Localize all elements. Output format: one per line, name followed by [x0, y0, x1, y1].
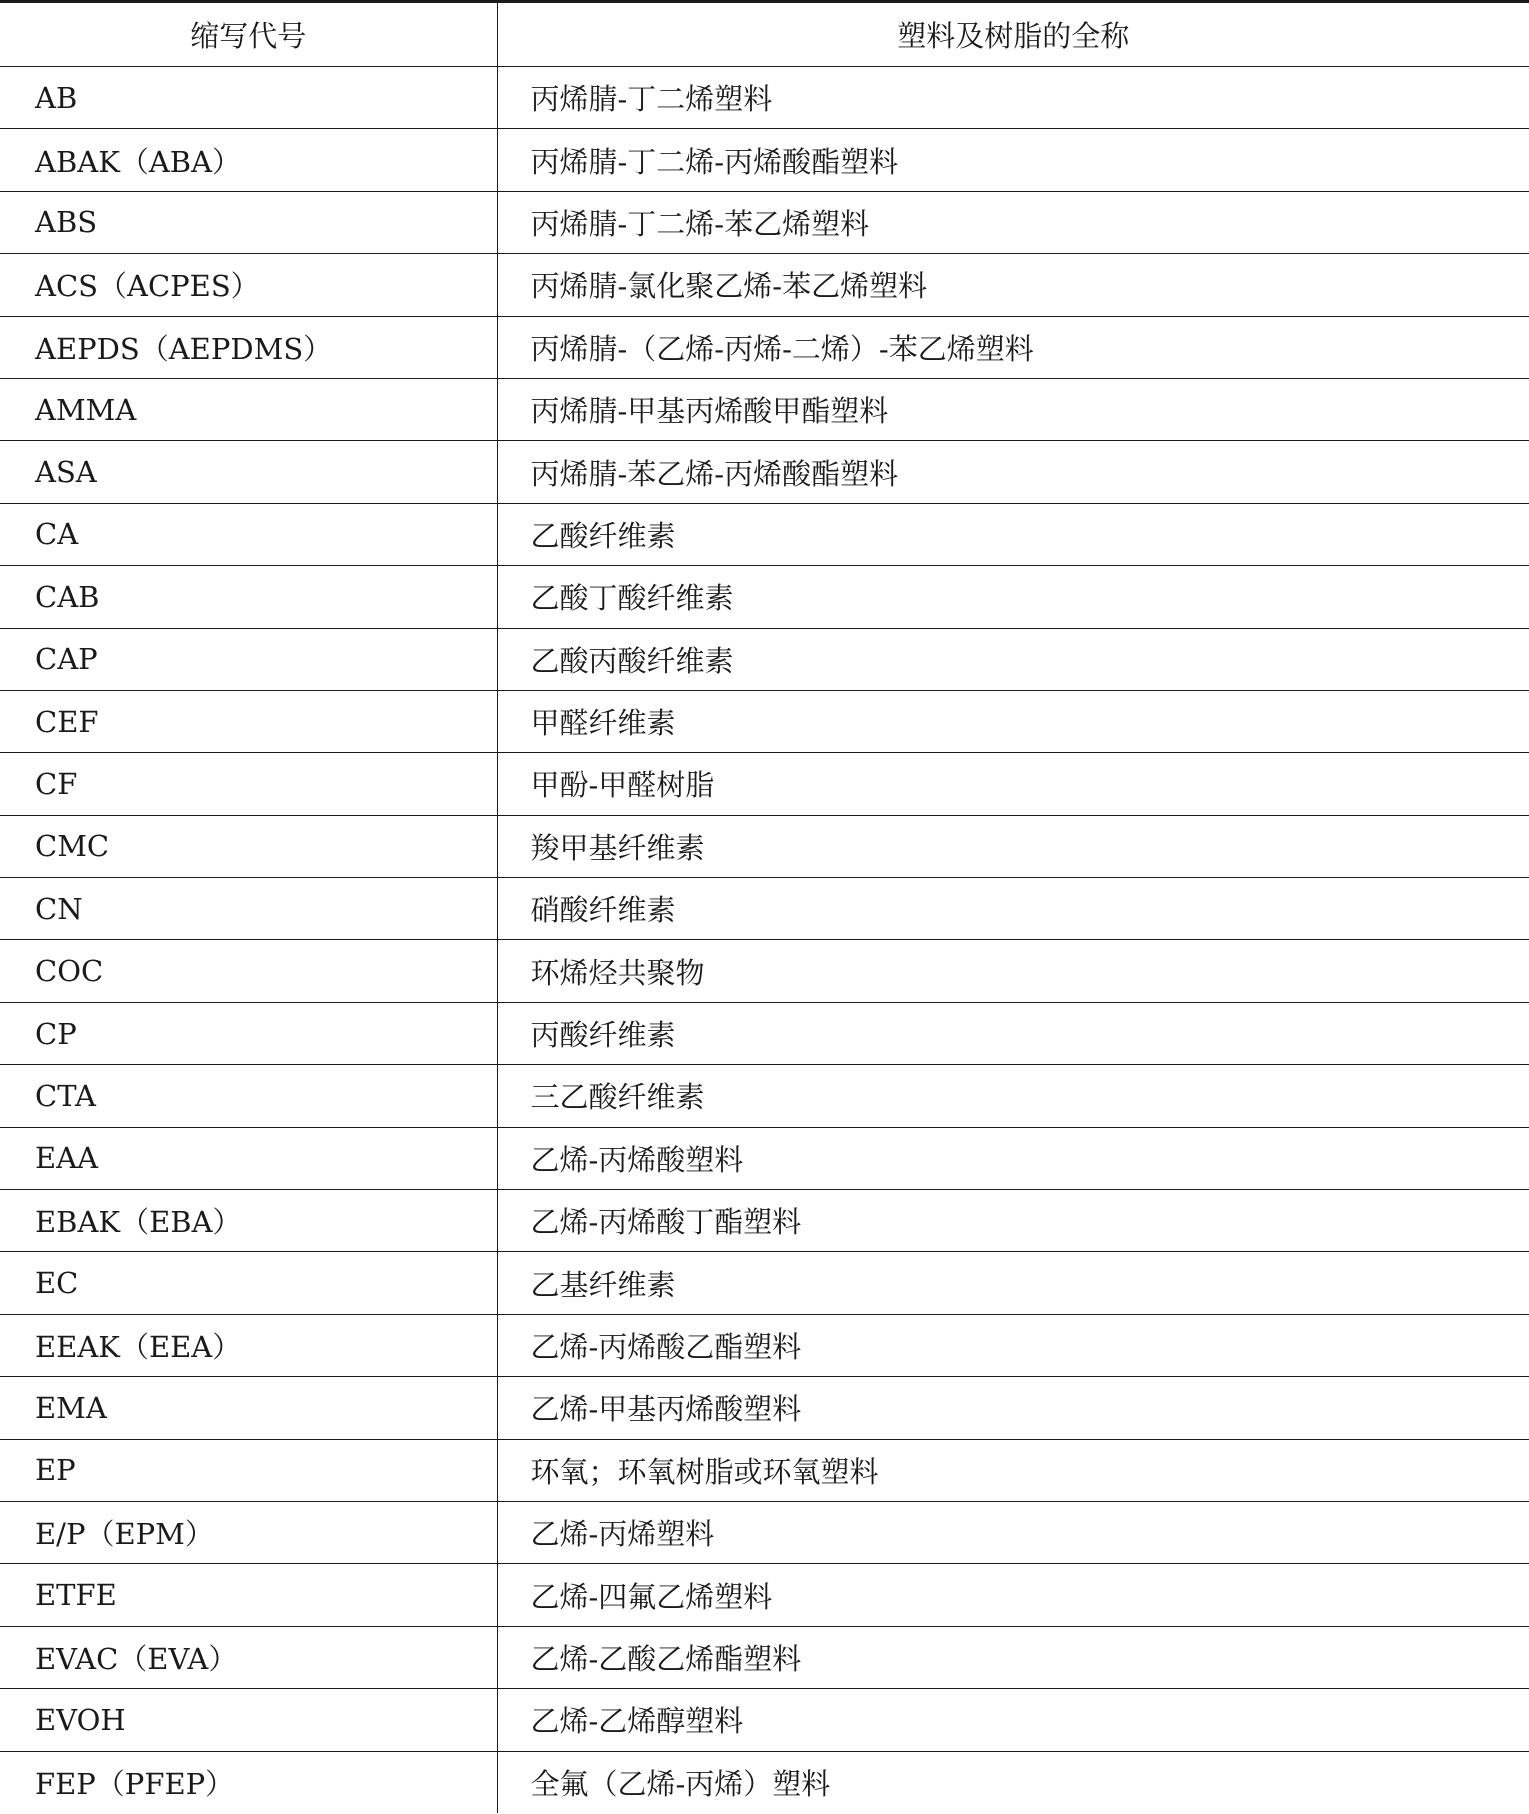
table-row — [0, 1439, 1529, 1501]
table-row — [0, 940, 1529, 1002]
abbreviation-code-cell: EP — [0, 1439, 497, 1501]
table-row — [0, 1002, 1529, 1064]
table-row — [0, 1751, 1529, 1813]
full-name-cell: 丙烯腈-丁二烯-苯乙烯塑料 — [497, 191, 1529, 253]
abbreviation-code-cell: AB — [0, 67, 497, 129]
table-row — [0, 1127, 1529, 1189]
full-name-cell: 乙烯-丙烯酸乙酯塑料 — [497, 1314, 1529, 1376]
full-name-cell: 丙烯腈-氯化聚乙烯-苯乙烯塑料 — [497, 254, 1529, 316]
header-abbreviation-code: 缩写代号 — [0, 2, 497, 67]
table-row — [0, 441, 1529, 503]
full-name-cell: 乙酸丙酸纤维素 — [497, 628, 1529, 690]
abbreviation-code-cell: COC — [0, 940, 497, 1002]
table-header — [0, 2, 1529, 67]
abbreviation-code-cell: ABS — [0, 191, 497, 253]
abbreviation-code-cell: CF — [0, 753, 497, 815]
full-name-cell: 乙烯-四氟乙烯塑料 — [497, 1564, 1529, 1626]
abbreviation-code-cell: CMC — [0, 815, 497, 877]
full-name-cell: 三乙酸纤维素 — [497, 1065, 1529, 1127]
full-name-cell: 丙烯腈-甲基丙烯酸甲酯塑料 — [497, 378, 1529, 440]
full-name-cell: 全氟（乙烯-丙烯）塑料 — [530, 1766, 831, 1801]
table-row — [0, 191, 1529, 253]
abbreviation-code-cell: EBAK（EBA） — [0, 1190, 497, 1252]
table-row — [0, 378, 1529, 440]
abbreviation-code-cell: EEAK（EEA） — [0, 1314, 497, 1376]
header-row — [0, 2, 1529, 67]
abbreviation-code-cell: CA — [0, 503, 497, 565]
abbreviation-code-cell: CEF — [0, 690, 497, 752]
full-name-cell: 乙烯-丙烯塑料 — [497, 1501, 1529, 1563]
table-row — [0, 566, 1529, 628]
abbreviation-code-cell: CP — [0, 1002, 497, 1064]
full-name-cell: 乙烯-丙烯酸塑料 — [497, 1127, 1529, 1189]
abbreviation-code-cell: AEPDS（AEPDMS） — [0, 316, 497, 378]
abbreviation-code-cell: EAA — [0, 1127, 497, 1189]
abbreviation-code-cell: ETFE — [0, 1564, 497, 1626]
full-name-cell: 丙烯腈-丁二烯-丙烯酸酯塑料 — [497, 129, 1529, 191]
full-name-cell: 甲酚-甲醛树脂 — [497, 753, 1529, 815]
abbreviation-code-cell: EVAC（EVA） — [0, 1626, 497, 1688]
full-name-cell: 丙酸纤维素 — [497, 1002, 1529, 1064]
table-row — [0, 628, 1529, 690]
table-row — [0, 1190, 1529, 1252]
table-row — [0, 129, 1529, 191]
abbreviation-code-cell: EC — [0, 1252, 497, 1314]
abbreviation-code-cell: ABAK（ABA） — [0, 129, 497, 191]
full-name-cell: 甲醛纤维素 — [497, 690, 1529, 752]
full-name-cell: 乙烯-甲基丙烯酸塑料 — [497, 1377, 1529, 1439]
full-name-cell: 乙烯-乙酸乙烯酯塑料 — [497, 1626, 1529, 1688]
abbreviation-code-cell: ASA — [0, 441, 497, 503]
table-row — [0, 67, 1529, 129]
table-row — [0, 753, 1529, 815]
abbreviation-code-cell: CAB — [0, 566, 497, 628]
abbreviation-code-cell: E/P（EPM） — [0, 1501, 497, 1563]
table-body — [0, 67, 1529, 1814]
table-row — [0, 878, 1529, 940]
full-name-cell: 环氧；环氧树脂或环氧塑料 — [497, 1439, 1529, 1501]
table-row — [0, 690, 1529, 752]
full-name-cell: 乙基纤维素 — [497, 1252, 1529, 1314]
full-name-cell: 丙烯腈-（乙烯-丙烯-二烯）-苯乙烯塑料 — [497, 316, 1529, 378]
full-name-cell: 环烯烃共聚物 — [497, 940, 1529, 1002]
abbreviation-code-cell: AMMA — [0, 378, 497, 440]
abbreviation-code-cell: EMA — [0, 1377, 497, 1439]
abbreviation-code-cell: FEP（PFEP） — [0, 1751, 497, 1813]
full-name-cell: 乙酸纤维素 — [497, 503, 1529, 565]
table-row — [0, 1501, 1529, 1563]
table-row — [0, 1689, 1529, 1751]
full-name-cell: 乙烯-乙烯醇塑料 — [497, 1689, 1529, 1751]
table-row — [0, 503, 1529, 565]
table-row — [0, 1065, 1529, 1127]
abbreviation-code-cell: CTA — [0, 1065, 497, 1127]
abbreviation-code-cell: CAP — [0, 628, 497, 690]
full-name-cell: 丙烯腈-苯乙烯-丙烯酸酯塑料 — [497, 441, 1529, 503]
abbreviation-code-cell: CN — [0, 878, 497, 940]
header-full-name: 塑料及树脂的全称 — [497, 2, 1529, 67]
table-row — [0, 1252, 1529, 1314]
table-row — [0, 815, 1529, 877]
abbreviation-code-cell: EVOH — [0, 1689, 497, 1751]
table-row — [0, 1314, 1529, 1376]
abbreviation-code-cell: ACS（ACPES） — [0, 254, 497, 316]
full-name-cell: 羧甲基纤维素 — [497, 815, 1529, 877]
table-row — [0, 254, 1529, 316]
table-row — [0, 1626, 1529, 1688]
full-name-cell: 乙酸丁酸纤维素 — [497, 566, 1529, 628]
full-name-cell: 硝酸纤维素 — [497, 878, 1529, 940]
table-row — [0, 1377, 1529, 1439]
full-name-cell: 乙烯-丙烯酸丁酯塑料 — [497, 1190, 1529, 1252]
table-row — [0, 316, 1529, 378]
table-row — [0, 1564, 1529, 1626]
full-name-cell: 丙烯腈-丁二烯塑料 — [497, 67, 1529, 129]
